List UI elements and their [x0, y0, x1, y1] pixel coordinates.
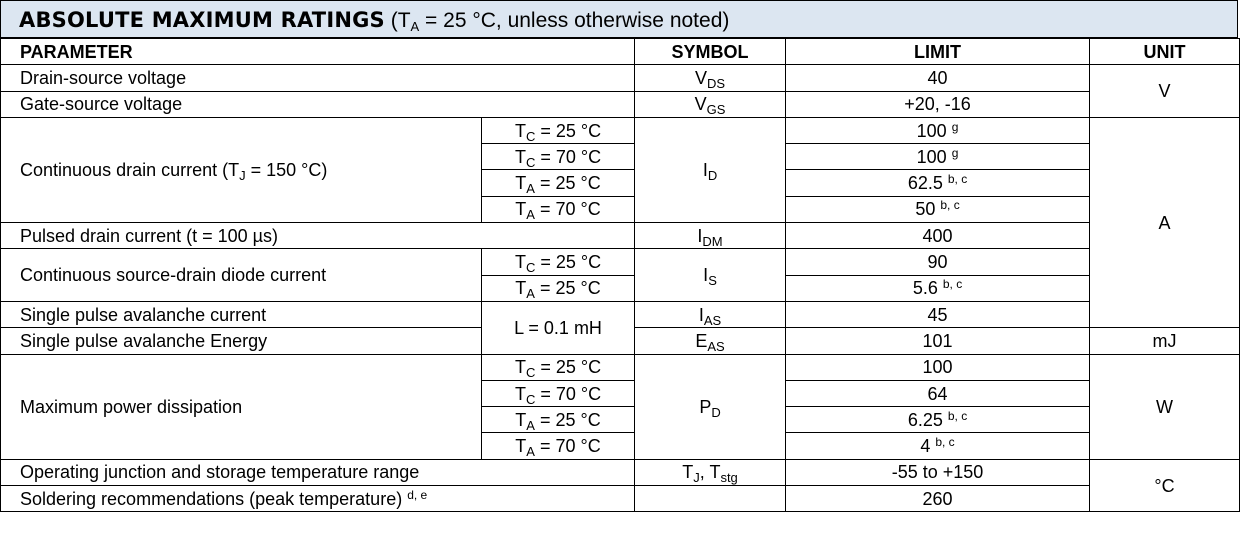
- limit-vgs: +20, -16: [786, 91, 1090, 117]
- table-row: [1, 65, 1240, 91]
- limit-is-tc25: 90: [786, 249, 1090, 275]
- symbol-vgs: $V_{GS}$: [635, 91, 786, 117]
- title-main: ABSOLUTE MAXIMUM RATINGS: [19, 8, 385, 32]
- param-avalanche-energy: Single pulse avalanche Energy: [1, 328, 482, 354]
- limit-soldering: 260: [786, 486, 1090, 512]
- symbol-eas: $E_{AS}$: [635, 328, 786, 354]
- limit-pd-ta25: 6.25 $^{b, c}$: [786, 407, 1090, 433]
- limit-is-ta25: 5.6 $^{b, c}$: [786, 275, 1090, 301]
- unit-amps: A: [1090, 117, 1240, 327]
- symbol-pd: $P_D$: [635, 354, 786, 459]
- table-row: [1, 91, 1240, 117]
- symbol-soldering-empty: [635, 486, 786, 512]
- param-drain-source-voltage: Drain-source voltage: [1, 65, 635, 91]
- unit-celsius: °C: [1090, 459, 1240, 512]
- param-source-drain-diode-current: Continuous source-drain diode current: [1, 249, 482, 302]
- param-pulsed-drain-current: Pulsed drain current (t = 100 µs): [1, 223, 635, 249]
- condition-ta-25: $T_A = 25$ °C: [482, 170, 635, 196]
- param-soldering: Soldering recommendations (peak temperature) $^{d, e}$: [1, 486, 635, 512]
- table-row: [1, 117, 1240, 143]
- symbol-idm: $I_{DM}$: [635, 223, 786, 249]
- limit-idm: 400: [786, 223, 1090, 249]
- unit-millijoules: mJ: [1090, 328, 1240, 354]
- limit-id-tc70: 100 $^g$: [786, 144, 1090, 170]
- limit-id-ta70: 50 $^{b, c}$: [786, 196, 1090, 222]
- unit-volts: V: [1090, 65, 1240, 118]
- condition-tc-25: $T_C = 25$ °C: [482, 117, 635, 143]
- condition-tc-25: $T_C = 25$ °C: [482, 354, 635, 380]
- condition-ta-70: $T_A = 70$ °C: [482, 433, 635, 459]
- table-row: [1, 459, 1240, 485]
- symbol-is: $I_S$: [635, 249, 786, 302]
- title-condition: ($T_A = 25$ °C, unless otherwise noted): [384, 9, 730, 34]
- param-continuous-drain-current: Continuous drain current ($T_J = 150$ °C): [1, 117, 482, 222]
- table-row: [1, 486, 1240, 512]
- condition-ta-25: $T_A = 25$ °C: [482, 275, 635, 301]
- header-parameter: PARAMETER: [1, 39, 635, 65]
- limit-eas: 101: [786, 328, 1090, 354]
- condition-tc-70: $T_C = 70$ °C: [482, 144, 635, 170]
- limit-vds: 40: [786, 65, 1090, 91]
- table-row: [1, 249, 1240, 275]
- unit-watts: W: [1090, 354, 1240, 459]
- limit-ias: 45: [786, 301, 1090, 327]
- condition-ta-70: $T_A = 70$ °C: [482, 196, 635, 222]
- table-row: [1, 223, 1240, 249]
- limit-id-ta25: 62.5 $^{b, c}$: [786, 170, 1090, 196]
- table-title: [0, 0, 1238, 38]
- condition-inductance: L = 0.1 mH: [482, 301, 635, 354]
- symbol-vds: $V_{DS}$: [635, 65, 786, 91]
- limit-tj: -55 to +150: [786, 459, 1090, 485]
- symbol-id: $I_D$: [635, 117, 786, 222]
- symbol-ias: $I_{AS}$: [635, 301, 786, 327]
- header-symbol: SYMBOL: [635, 39, 786, 65]
- param-max-power-dissipation: Maximum power dissipation: [1, 354, 482, 459]
- header-row: [1, 39, 1240, 65]
- condition-ta-25: $T_A = 25$ °C: [482, 407, 635, 433]
- table-row: [1, 301, 1240, 327]
- condition-tc-70: $T_C = 70$ °C: [482, 380, 635, 406]
- limit-id-tc25: 100 $^g$: [786, 117, 1090, 143]
- limit-pd-tc70: 64: [786, 380, 1090, 406]
- ratings-table: [0, 38, 1240, 512]
- header-unit: UNIT: [1090, 39, 1240, 65]
- condition-tc-25: $T_C = 25$ °C: [482, 249, 635, 275]
- symbol-tj-tstg: $T_J$, $T_{stg}$: [635, 459, 786, 485]
- header-limit: LIMIT: [786, 39, 1090, 65]
- param-junction-storage-temp: Operating junction and storage temperature range: [1, 459, 635, 485]
- table-row: [1, 354, 1240, 380]
- param-avalanche-current: Single pulse avalanche current: [1, 301, 482, 327]
- limit-pd-tc25: 100: [786, 354, 1090, 380]
- param-gate-source-voltage: Gate-source voltage: [1, 91, 635, 117]
- limit-pd-ta70: 4 $^{b, c}$: [786, 433, 1090, 459]
